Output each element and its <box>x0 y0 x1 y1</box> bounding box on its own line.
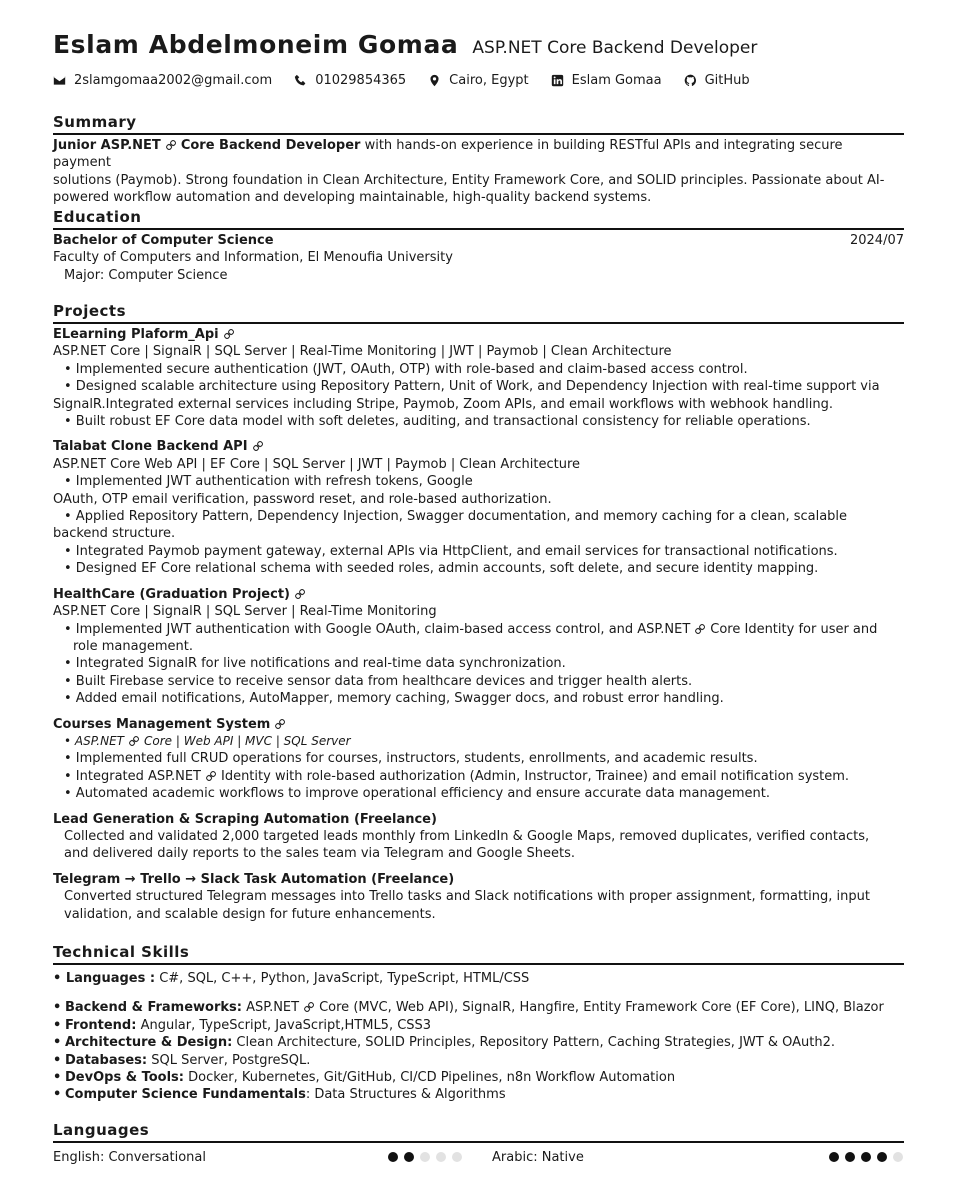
project-description: Converted structured Telegram messages into Trello tasks and Slack notifications with proper assignment, formatting, input <box>64 889 870 905</box>
skill-label: Databases: <box>65 1052 148 1068</box>
summary-text <box>53 135 904 207</box>
skill-devops <box>53 1069 904 1086</box>
bullet-text: • Integrated ASP.NET <box>64 768 201 784</box>
bullet: • <box>53 1052 62 1068</box>
level-dot-filled <box>861 1152 871 1162</box>
link-icon[interactable] <box>206 771 216 781</box>
full-name: Eslam Abdelmoneim Gomaa <box>53 30 459 59</box>
skill-label: • Languages : <box>53 971 156 986</box>
summary-line: with hands-on experience in building RESTful APIs and integrating secure payment <box>53 138 843 171</box>
level-dot-empty <box>893 1152 903 1162</box>
summary-line: powered workflow automation and developing maintainable, high-quality backend systems. <box>53 190 652 206</box>
level-dot-filled <box>404 1152 414 1162</box>
skill-label: DevOps & Tools: <box>65 1070 184 1086</box>
level-dot-empty <box>436 1152 446 1162</box>
project-title: Courses Management System <box>53 716 271 732</box>
project-title: Lead Generation & Scraping Automation (Freelance) <box>53 811 437 827</box>
link-icon[interactable] <box>275 719 285 729</box>
phone-text: 01029854365 <box>315 73 407 88</box>
languages-section <box>53 1120 904 1169</box>
skill-value: Docker, Kubernetes, Git/GitHub, CI/CD Pipelines, n8n Workflow Automation <box>183 1070 676 1086</box>
project-title: Telegram → Trello → Slack Task Automation (Freelance) <box>53 871 455 887</box>
project-bullet: • Added email notifications, AutoMapper, memory caching, Swagger docs, and robust error handling. <box>64 691 724 707</box>
skill-label: Architecture & Design: <box>65 1035 233 1051</box>
project-healthcare <box>53 586 904 603</box>
section-title: Education <box>53 207 904 230</box>
education-section <box>53 207 904 284</box>
project-bullet: • Designed EF Core relational schema with seeded roles, admin accounts, soft delete, and secure identity mapping. <box>64 561 819 577</box>
project-courses <box>53 716 904 733</box>
email-text: 2slamgomaa2002@gmail.com <box>74 73 273 88</box>
level-dot-empty <box>452 1152 462 1162</box>
bullet: • <box>53 1000 62 1016</box>
project-bullet: • Implemented full CRUD operations for courses, instructors, students, enrollments, and academic results. <box>64 751 758 767</box>
project-bullet: • Automated academic workflows to improve operational efficiency and ensure accurate data management. <box>64 786 771 802</box>
skill-value: Angular, TypeScript, JavaScript,HTML5, CSS3 <box>136 1017 432 1033</box>
project-bullet: • Implemented JWT authentication with refresh tokens, Google <box>64 474 473 490</box>
skill-value: : Data Structures & Algorithms <box>305 1087 506 1103</box>
link-icon[interactable] <box>224 329 234 339</box>
skill-architecture <box>53 1034 904 1051</box>
project-title: Talabat Clone Backend API <box>53 439 248 455</box>
envelope-icon <box>53 74 66 87</box>
language-english: English: Conversational <box>53 1150 206 1165</box>
level-dot-filled <box>877 1152 887 1162</box>
project-bullet: backend structure. <box>53 526 176 542</box>
link-icon[interactable] <box>695 624 705 634</box>
project-bullet: SignalR.Integrated external services including Stripe, Paymob, Zoom APIs, and email workflows with webhook handling. <box>53 396 834 412</box>
stack-text: Core | Web API | MVC | SQL Server <box>144 733 351 748</box>
link-icon[interactable] <box>295 589 305 599</box>
skill-label: Backend & Frameworks: <box>65 1000 242 1016</box>
summary-bold: Junior ASP.NET <box>53 138 161 153</box>
contact-email[interactable] <box>53 72 272 89</box>
degree-title: Bachelor of Computer Science <box>53 233 274 248</box>
skill-value: Core (MVC, Web API), SignalR, Hangfire, Entity Framework Core (EF Core), LINQ, Blazor <box>319 1000 884 1016</box>
project-bullet: • Designed scalable architecture using Repository Pattern, Unit of Work, and Dependency Injection with real-time support via <box>64 379 880 395</box>
link-icon[interactable] <box>253 441 263 451</box>
level-dot-filled <box>845 1152 855 1162</box>
skill-cs-fundamentals <box>53 1086 904 1103</box>
project-bullet: OAuth, OTP email verification, password reset, and role-based authorization. <box>53 491 552 507</box>
skill-value: C#, SQL, C++, Python, JavaScript, TypeScript, HTML/CSS <box>155 971 530 986</box>
location-text: Cairo, Egypt <box>449 73 529 88</box>
bullet: • <box>53 1070 62 1086</box>
project-stack: ASP.NET Core | SignalR | SQL Server | Real-Time Monitoring <box>53 604 437 620</box>
github-icon <box>684 74 697 87</box>
summary-line: solutions (Paymob). Strong foundation in Clean Architecture, Entity Framework Core, and SOLID principles. Passionate about AI- <box>53 172 885 188</box>
section-title: Summary <box>53 112 904 135</box>
skill-value: ASP.NET <box>241 1000 300 1016</box>
skill-label: Frontend: <box>65 1017 137 1033</box>
section-title: Languages <box>53 1120 904 1143</box>
bullet-text: Core Identity for user and <box>710 621 878 637</box>
project-title: HealthCare (Graduation Project) <box>53 586 290 602</box>
resume-header <box>53 30 913 89</box>
github-text: GitHub <box>704 73 750 88</box>
project-elearning <box>53 326 904 343</box>
level-dot-empty <box>420 1152 430 1162</box>
graduation-date: 2024/07 <box>849 233 904 248</box>
linkedin-text: Eslam Gomaa <box>571 73 662 88</box>
skill-label: Computer Science Fundamentals <box>65 1087 306 1103</box>
language-row <box>53 1149 904 1169</box>
project-bullet: • Implemented secure authentication (JWT, OAuth, OTP) with role-based and claim-based access control. <box>64 361 748 377</box>
link-icon[interactable] <box>304 1002 314 1012</box>
contact-linkedin[interactable] <box>551 72 662 89</box>
level-dot-filled <box>388 1152 398 1162</box>
project-description: and delivered daily reports to the sales team via Telegram and Google Sheets. <box>64 846 575 862</box>
projects-section <box>53 301 904 923</box>
contact-location <box>428 72 528 89</box>
skill-value: Clean Architecture, SOLID Principles, Repository Pattern, Caching Strategies, JWT & OAuth2. <box>232 1035 835 1051</box>
project-bullet: • Integrated Paymob payment gateway, external APIs via HttpClient, and email services for transactional notifications. <box>64 543 838 559</box>
project-talabat <box>53 438 904 455</box>
link-icon[interactable] <box>129 736 139 746</box>
project-bullet: role management. <box>73 638 193 654</box>
stack-text: • ASP.NET <box>64 733 125 748</box>
summary-section <box>53 112 904 207</box>
arabic-level-dots <box>829 1152 909 1162</box>
bullet: • <box>53 1017 62 1033</box>
project-stack <box>53 733 904 750</box>
project-bullet <box>53 621 904 638</box>
skill-backend <box>53 999 904 1016</box>
link-icon[interactable] <box>166 140 176 150</box>
bullet-text: Identity with role-based authorization (Admin, Instructor, Trainee) and email notification system. <box>220 768 850 784</box>
bullet: • <box>53 1035 62 1051</box>
faculty-name: Faculty of Computers and Information, El Menoufia University <box>53 250 453 266</box>
project-title: ELearning Plaform_Api <box>53 327 219 342</box>
project-bullet <box>53 768 904 785</box>
project-bullet: • Built Firebase service to receive sensor data from healthcare devices and trigger health alerts. <box>64 673 693 689</box>
language-arabic: Arabic: Native <box>492 1150 584 1165</box>
section-title: Projects <box>53 301 904 324</box>
project-stack: ASP.NET Core Web API | EF Core | SQL Server | JWT | Paymob | Clean Architecture <box>53 456 581 472</box>
location-pin-icon <box>428 74 441 87</box>
skill-databases <box>53 1052 904 1069</box>
summary-bold-role: Core Backend Developer <box>180 138 361 153</box>
contact-github[interactable] <box>684 72 750 89</box>
project-stack: ASP.NET Core | SignalR | SQL Server | Real-Time Monitoring | JWT | Paymob | Clean Architecture <box>53 344 672 360</box>
project-bullet: • Applied Repository Pattern, Dependency Injection, Swagger documentation, and memory caching for a clean, scalable <box>64 509 848 525</box>
bullet-text: • Implemented JWT authentication with Google OAuth, claim-based access control, and ASP.NET <box>64 621 691 637</box>
english-level-dots <box>388 1152 468 1162</box>
linkedin-icon <box>551 74 564 87</box>
skills-section <box>53 942 904 1104</box>
skill-value: SQL Server, PostgreSQL. <box>147 1052 311 1068</box>
project-description: Collected and validated 2,000 targeted leads monthly from LinkedIn & Google Maps, removed duplicates, verified contacts, <box>64 828 870 844</box>
level-dot-filled <box>829 1152 839 1162</box>
contact-phone[interactable] <box>294 72 406 89</box>
project-bullet: • Built robust EF Core data model with soft deletes, auditing, and transactional consistency for reliable operations. <box>64 414 811 430</box>
section-title: Technical Skills <box>53 942 904 965</box>
project-description: validation, and scalable design for future enhancements. <box>64 906 436 922</box>
skill-languages <box>53 970 904 987</box>
job-role: ASP.NET Core Backend Developer <box>472 38 758 58</box>
project-bullet: • Integrated SignalR for live notifications and real-time data synchronization. <box>64 656 566 672</box>
contact-bar <box>53 72 913 89</box>
phone-icon <box>294 74 307 87</box>
skill-frontend <box>53 1017 904 1034</box>
major: Major: Computer Science <box>64 267 228 283</box>
bullet: • <box>53 1087 62 1103</box>
